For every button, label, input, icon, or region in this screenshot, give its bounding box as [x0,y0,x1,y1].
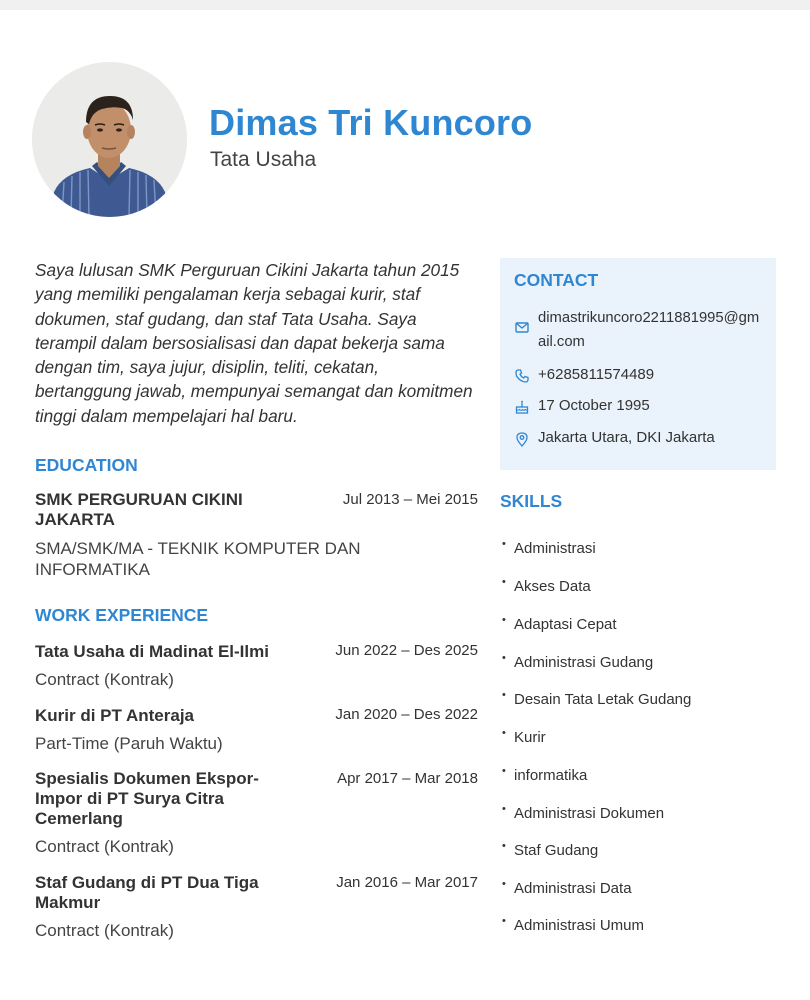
contact-email[interactable] [514,310,763,354]
education-major: SMA/SMK/MA - TEKNIK KOMPUTER DAN INFORMATIKA [35,539,361,579]
work-dates: Jan 2016 – Mar 2017 [336,874,478,891]
phone-icon [514,368,530,384]
work-experience-heading: WORK EXPERIENCE [35,605,209,625]
contact-birthday [514,397,650,415]
work-position: Kurir di PT Anteraja [35,706,195,725]
phone-text: +6285811574489 [538,366,655,383]
education-heading: EDUCATION [35,455,138,475]
contact-heading: CONTACT [514,270,599,290]
skill-item: • Administrasi Data [502,878,632,897]
skill-item: • Adaptasi Cepat [502,614,617,633]
work-type: Contract (Kontrak) [35,921,174,940]
work-type: Part-Time (Paruh Waktu) [35,734,223,753]
skill-item: • Administrasi Dokumen [502,803,665,822]
work-type: Contract (Kontrak) [35,670,174,689]
education-dates: Jul 2013 – Mei 2015 [342,491,478,508]
email-text: dimastrikuncoro2211881995@gmail.com [538,310,760,350]
skill-item: • Administrasi [502,538,596,557]
skill-item: • Desain Tata Letak Gudang [502,689,692,708]
work-dates: Apr 2017 – Mar 2018 [337,770,478,787]
top-bar [0,0,810,10]
contact-location [514,429,715,447]
birthday-text: 17 October 1995 [538,397,650,414]
work-position: Spesialis Dokumen Ekspor-Impor di PT Surya Citra Cemerlang [35,769,259,828]
location-text: Jakarta Utara, DKI Jakarta [538,429,715,446]
skill-item: • Akses Data [502,576,591,595]
mail-icon [514,319,530,335]
skills-heading: SKILLS [500,491,563,511]
cake-icon [514,399,530,415]
skill-item: • Kurir [502,727,546,746]
job-title: Tata Usaha [210,148,317,171]
contact-phone[interactable] [514,366,654,384]
skill-item: • Staf Gudang [502,840,599,859]
profile-summary: Saya lulusan SMK Perguruan Cikini Jakarta tahun 2015 yang memiliki pengalaman kerja sebagai kurir, staf dokumen, staf gudang, dan staf Tata Usaha. Saya terampil dalam bersosialisasi dan dapat bekerja sama dengan tim, saya jujur, disiplin, teliti, cekatan, bertanggung jawab, mempunyai semangat dan komitmen tinggi dalam mempelajari hal baru. [35,260,473,426]
work-type: Contract (Kontrak) [35,837,174,856]
profile-photo [32,62,187,217]
person-name: Dimas Tri Kuncoro [209,102,533,143]
work-dates: Jun 2022 – Des 2025 [335,642,478,659]
work-dates: Jan 2020 – Des 2022 [335,706,478,723]
work-position: Tata Usaha di Madinat El-Ilmi [35,642,269,661]
location-pin-icon [514,431,530,447]
skill-item: • Administrasi Umum [502,915,645,934]
contact-panel [500,258,776,470]
work-position: Staf Gudang di PT Dua Tiga Makmur [35,873,259,912]
skill-item: • informatika [502,765,588,784]
skill-item: • Administrasi Gudang [502,652,654,671]
education-school: SMK PERGURUAN CIKINI JAKARTA [35,490,243,529]
profile-photo-image [32,62,187,217]
